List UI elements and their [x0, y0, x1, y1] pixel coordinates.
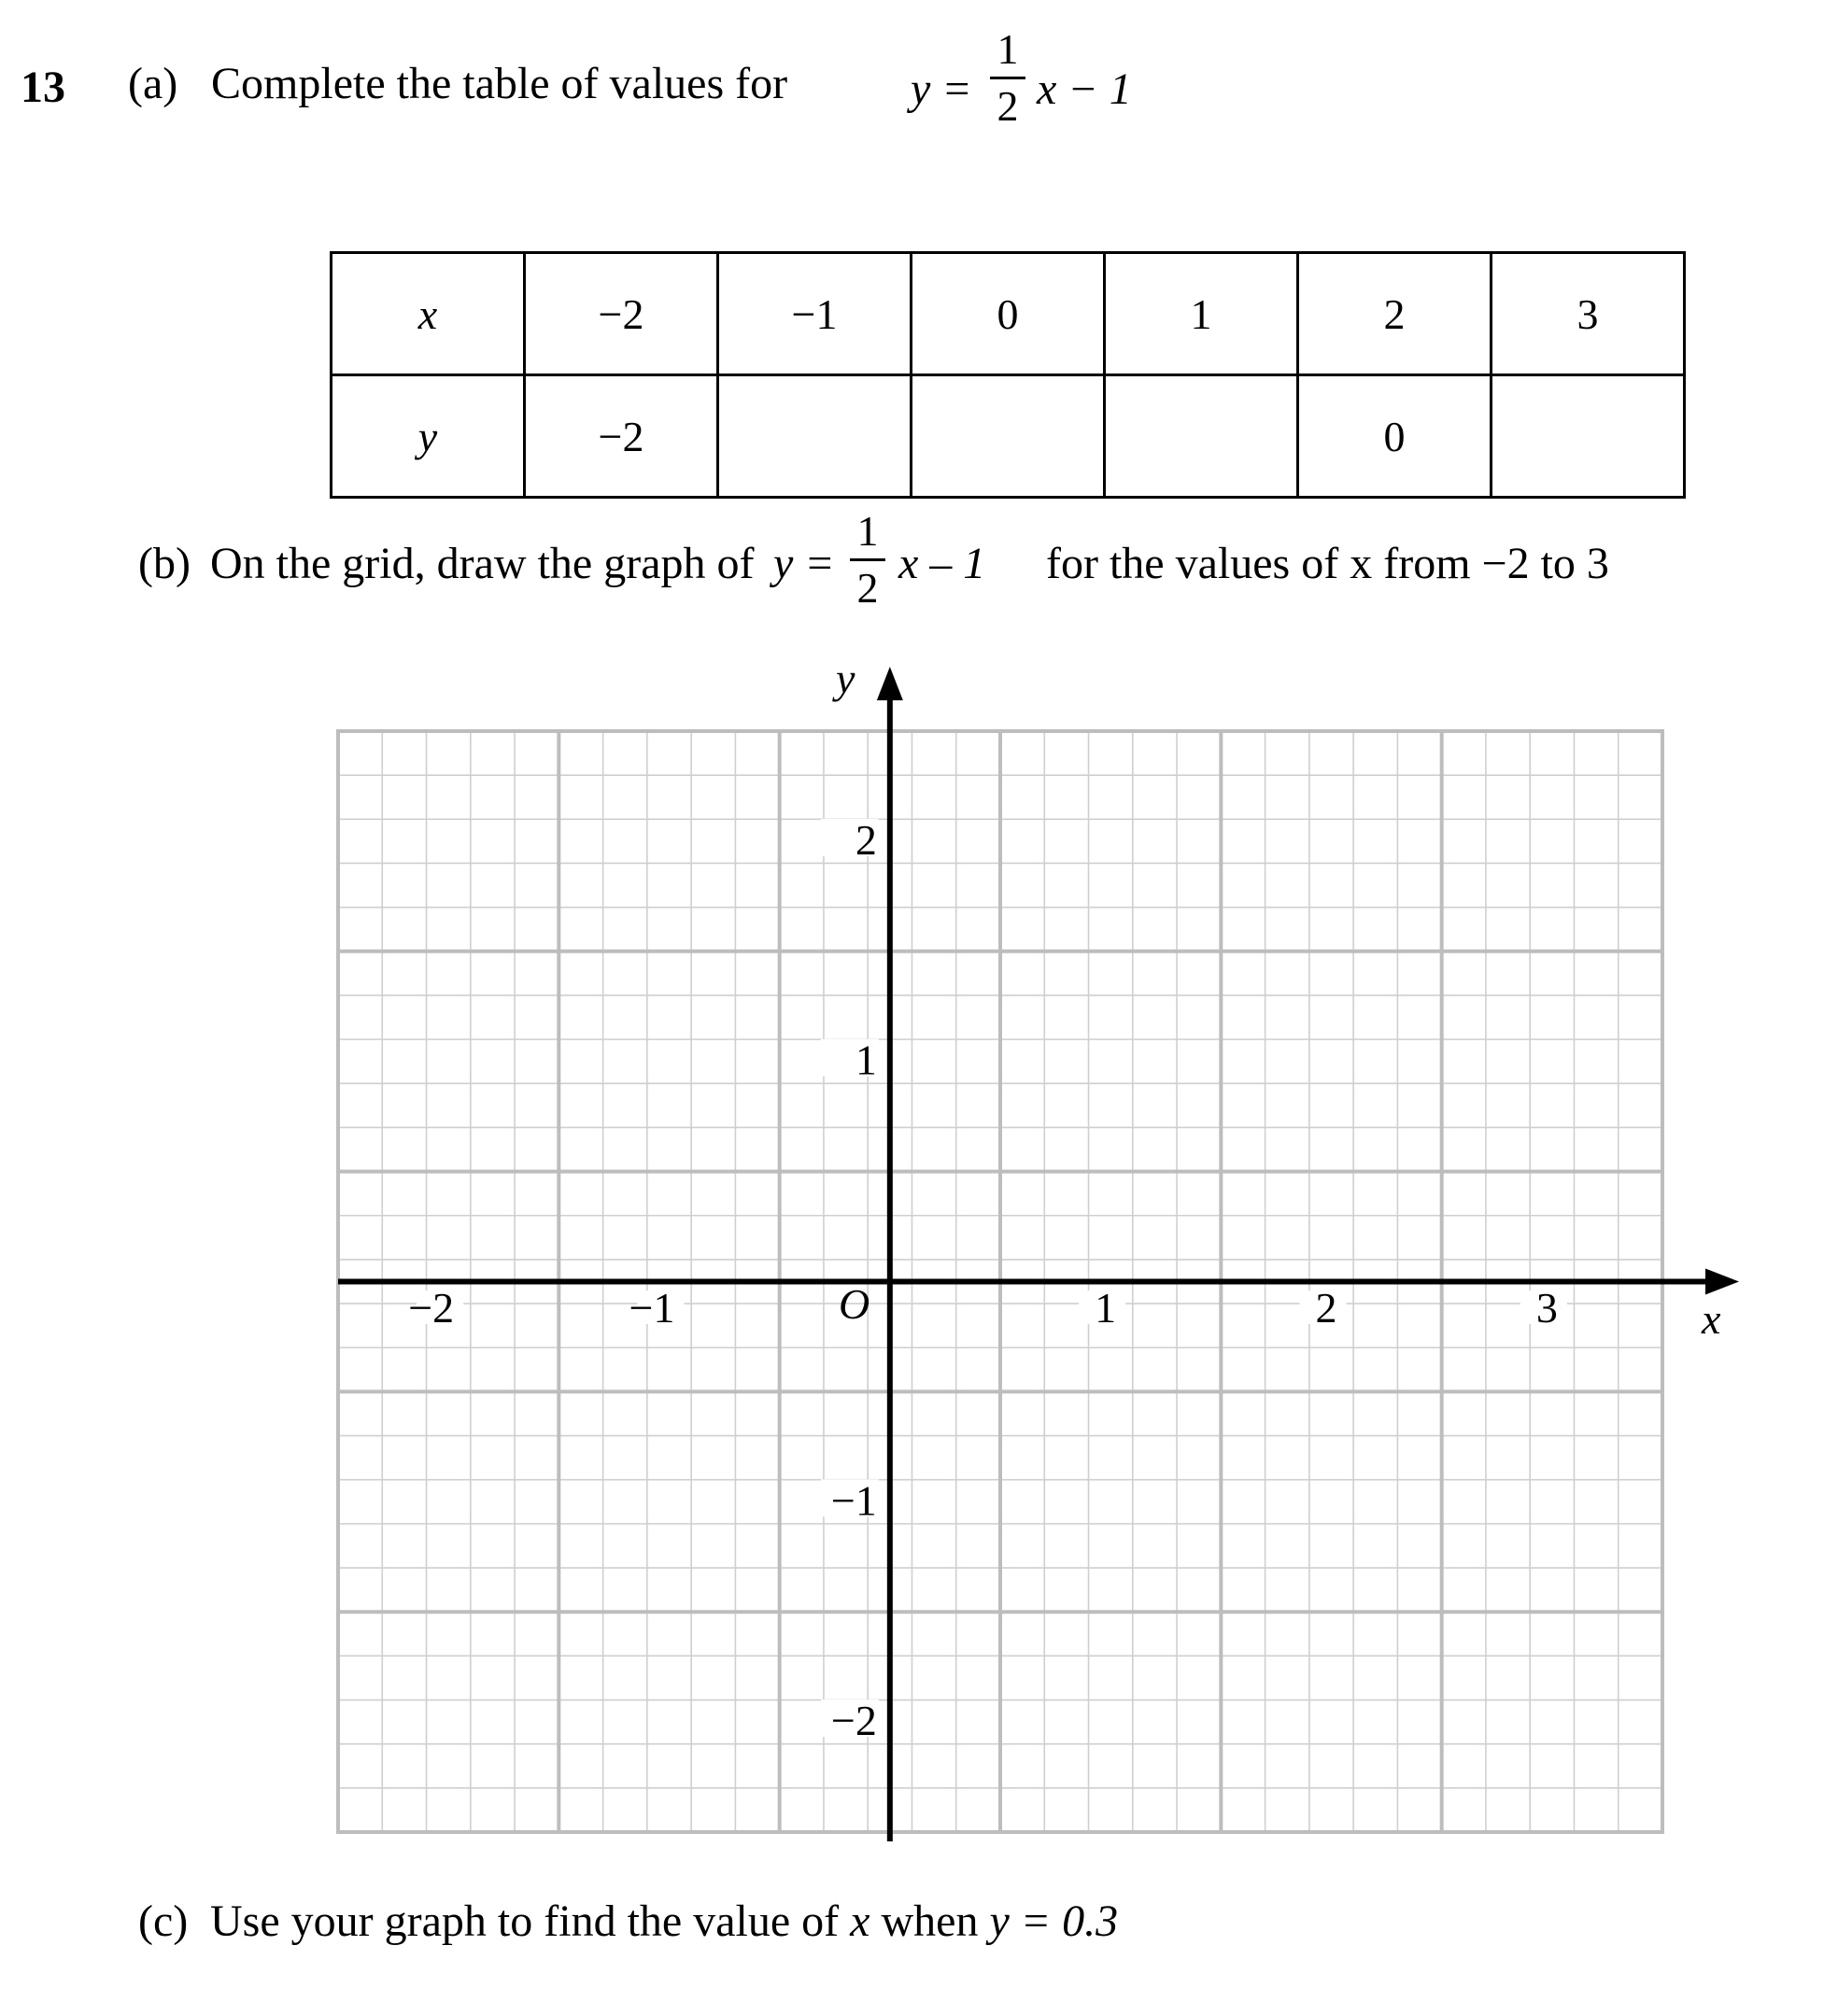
- y-tick-label: 1: [855, 1036, 877, 1084]
- part-a-equation-lhs: y =: [911, 64, 972, 114]
- part-b-equation-lhs: y =: [773, 539, 835, 588]
- x-axis-arrow-icon: [1705, 1269, 1739, 1295]
- part-a-equation-rhs: x − 1: [1037, 64, 1132, 114]
- part-c-instruction: [210, 1896, 1119, 1946]
- part-a-instruction: Complete the table of values for: [211, 59, 788, 108]
- table-cell: −2: [525, 253, 718, 375]
- y-axis-label: y: [836, 655, 855, 702]
- part-b-label: (b): [138, 539, 191, 588]
- part-b-equation-rhs: x – 1: [898, 539, 986, 588]
- y-tick-label: −1: [830, 1476, 877, 1525]
- part-c-text-1: Use your graph to find the value of: [210, 1896, 840, 1946]
- y-axis-arrow-icon: [877, 667, 903, 700]
- table-cell: −2: [525, 375, 718, 498]
- table-cell: 0: [1298, 375, 1492, 498]
- part-a-fraction-denominator: 2: [997, 82, 1019, 130]
- table-cell: −1: [718, 253, 912, 375]
- x-tick-label: −2: [408, 1284, 455, 1332]
- axes: [338, 667, 1739, 1841]
- part-b-fraction-denominator: 2: [856, 564, 879, 612]
- origin-label: O: [839, 1280, 870, 1328]
- x-tick-label: 1: [1095, 1284, 1117, 1332]
- x-tick-label: 3: [1535, 1284, 1558, 1332]
- y-tick-label: 2: [855, 815, 877, 864]
- table-header-x: x: [332, 253, 525, 375]
- table-header-y: y: [332, 375, 525, 498]
- x-tick-label: 2: [1315, 1284, 1337, 1332]
- part-b-instruction: On the grid, draw the graph of: [210, 539, 755, 588]
- table-cell: 2: [1298, 253, 1492, 375]
- part-c-label: (c): [138, 1896, 189, 1946]
- part-a-label-text: (a): [128, 59, 178, 108]
- table-cell: 0: [912, 253, 1105, 375]
- tick-labels: [408, 655, 1721, 1744]
- question-number: 13: [21, 63, 65, 112]
- part-b-fraction-numerator: 1: [856, 507, 879, 555]
- part-c-text-2: when: [881, 1896, 979, 1946]
- y-tick-label: −2: [830, 1697, 877, 1745]
- table-cell: 1: [1105, 253, 1298, 375]
- part-a-fraction-numerator: 1: [997, 25, 1019, 73]
- part-b-range-text: for the values of x from −2 to 3: [1046, 539, 1609, 588]
- table-cell: 3: [1492, 253, 1685, 375]
- x-tick-label: −1: [629, 1284, 675, 1332]
- x-axis-label: x: [1702, 1295, 1721, 1343]
- part-c-equation: y = 0.3: [989, 1896, 1119, 1946]
- part-c-var-x: x: [850, 1896, 870, 1946]
